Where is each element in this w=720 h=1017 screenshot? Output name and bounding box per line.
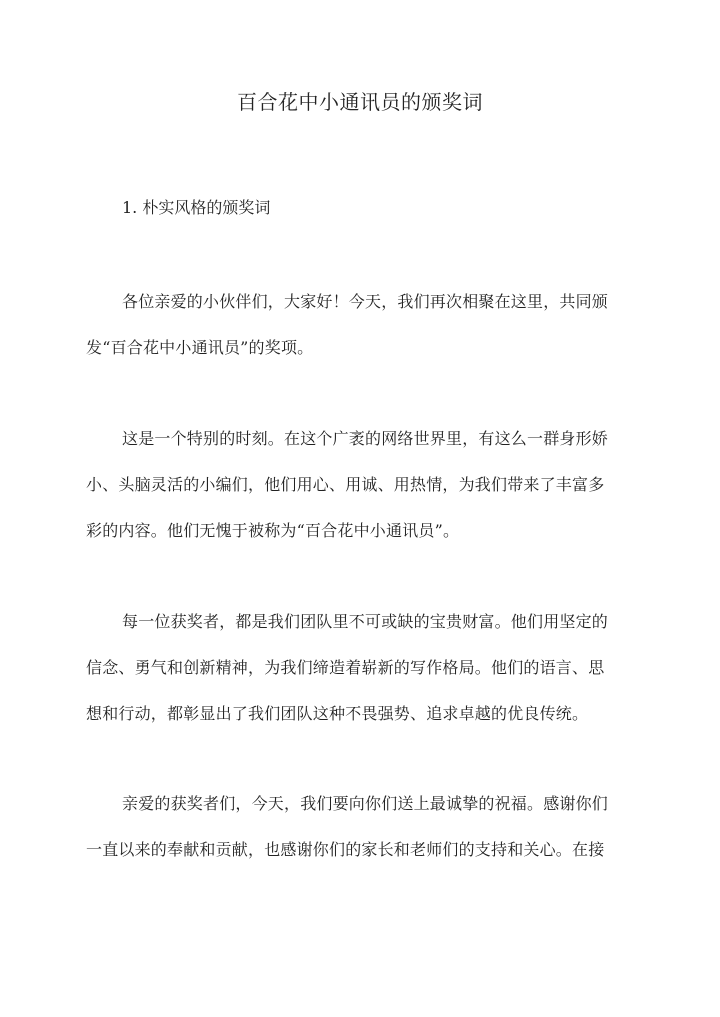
paragraph-2 bbox=[86, 416, 634, 554]
paragraph-4 bbox=[86, 781, 634, 873]
paragraph-line: 各位亲爱的小伙伴们，大家好！今天，我们再次相聚在这里，共同颁 bbox=[122, 292, 609, 311]
paragraph-line: 信念、勇气和创新精神，为我们缔造着崭新的写作格局。他们的语言、思 bbox=[86, 658, 605, 677]
paragraph-line: 一直以来的奉献和贡献，也感谢你们的家长和老师们的支持和关心。在接 bbox=[86, 840, 605, 859]
paragraph-line: 想和行动，都彰显出了我们团队这种不畏强势、追求卓越的优良传统。 bbox=[86, 704, 589, 723]
paragraph-line: 每一位获奖者，都是我们团队里不可或缺的宝贵财富。他们用坚定的 bbox=[122, 612, 609, 631]
paragraph-line: 彩的内容。他们无愧于被称为“百合花中小通讯员”。 bbox=[86, 521, 460, 540]
paragraph-line: 亲爱的获奖者们，今天，我们要向你们送上最诚挚的祝福。感谢你们 bbox=[122, 794, 609, 813]
section-heading: 1. 朴实风格的颁奖词 bbox=[122, 198, 271, 217]
paragraph-1 bbox=[86, 279, 634, 371]
page-title: 百合花中小通讯员的颁奖词 bbox=[237, 90, 483, 114]
paragraph-line: 这是一个特别的时刻。在这个广袤的网络世界里，有这么一群身形娇 bbox=[122, 429, 609, 448]
paragraph-3 bbox=[86, 599, 634, 737]
paragraph-line: 发“百合花中小通讯员”的奖项。 bbox=[86, 338, 314, 357]
paragraph-line: 小、头脑灵活的小编们，他们用心、用诚、用热情，为我们带来了丰富多 bbox=[86, 475, 605, 494]
